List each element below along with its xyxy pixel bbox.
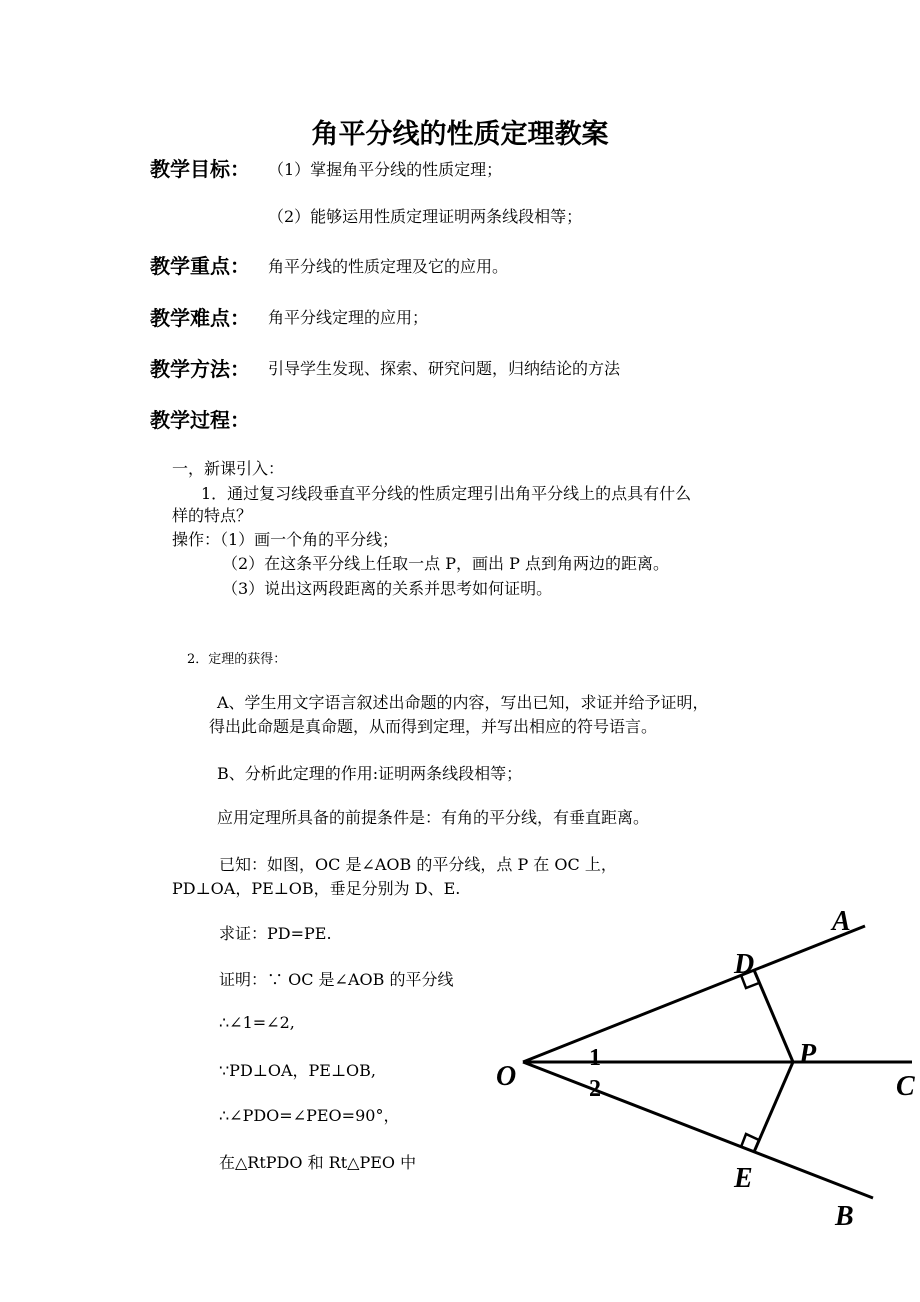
- label-d: D: [734, 949, 755, 980]
- proof-step-4: ∴∠PDO=∠PEO=90°，: [219, 1106, 400, 1125]
- objective-item-2: （2）能够运用性质定理证明两条线段相等；: [268, 207, 583, 226]
- proof-step-2: ∴∠1=∠2,: [219, 1013, 295, 1032]
- operation-step-2: （2）在这条平分线上任取一点 P，画出 P 点到角两边的距离。: [222, 554, 669, 573]
- methods-text: 引导学生发现、探索、研究问题，归纳结论的方法: [268, 359, 621, 378]
- objectives-label: 教学目标：: [150, 157, 250, 181]
- segment-pe: [754, 1062, 793, 1152]
- theorem-premise: 应用定理所具备的前提条件是：有角的平分线，有垂直距离。: [217, 808, 650, 827]
- label-a: A: [832, 906, 851, 937]
- section1-item1-line2: 样的特点？: [172, 506, 253, 525]
- label-o: O: [496, 1061, 517, 1092]
- methods-label: 教学方法：: [150, 357, 250, 381]
- objective-item-1: （1）掌握角平分线的性质定理；: [268, 160, 503, 179]
- difficulties-text: 角平分线定理的应用；: [268, 308, 429, 327]
- given-line1: 已知：如图，OC 是∠AOB 的平分线，点 P 在 OC 上，: [219, 855, 617, 874]
- operation-step-3: （3）说出这两段距离的关系并思考如何证明。: [222, 579, 553, 598]
- theorem-b: B、分析此定理的作用:证明两条线段相等；: [217, 764, 523, 783]
- prove-statement: 求证：PD=PE.: [219, 924, 332, 943]
- difficulties-label: 教学难点：: [150, 306, 250, 330]
- section1-item1-line1: 1．通过复习线段垂直平分线的性质定理引出角平分线上的点具有什么: [201, 484, 692, 503]
- section2-heading: 2．定理的获得：: [187, 652, 287, 667]
- label-p: P: [799, 1039, 817, 1070]
- theorem-a-line2: 得出此命题是真命题，从而得到定理，并写出相应的符号语言。: [209, 717, 658, 736]
- page-title: 角平分线的性质定理教案: [311, 119, 609, 150]
- section1-heading: 一，新课引入：: [172, 459, 285, 478]
- segment-pd: [754, 970, 793, 1062]
- process-label: 教学过程：: [150, 408, 250, 432]
- label-b: B: [835, 1201, 854, 1232]
- proof-step-1: 证明：∵ OC 是∠AOB 的平分线: [219, 970, 454, 989]
- ray-ob: [523, 1062, 873, 1198]
- label-c: C: [896, 1071, 915, 1102]
- proof-step-5: 在△RtPDO 和 Rt△PEO 中: [219, 1153, 417, 1172]
- label-angle-1: 1: [589, 1045, 601, 1071]
- proof-step-3: ∵PD⊥OA，PE⊥OB,: [219, 1061, 376, 1080]
- key-points-label: 教学重点：: [150, 254, 250, 278]
- operation-label: 操作：（1）画一个角的平分线；: [172, 530, 399, 549]
- theorem-a-line1: A、学生用文字语言叙述出命题的内容，写出已知，求证并给予证明，: [217, 693, 709, 712]
- given-line2: PD⊥OA，PE⊥OB，垂足分别为 D、E.: [172, 879, 461, 898]
- key-points-text: 角平分线的性质定理及它的应用。: [268, 257, 509, 276]
- label-e: E: [734, 1163, 753, 1194]
- label-angle-2: 2: [589, 1076, 601, 1102]
